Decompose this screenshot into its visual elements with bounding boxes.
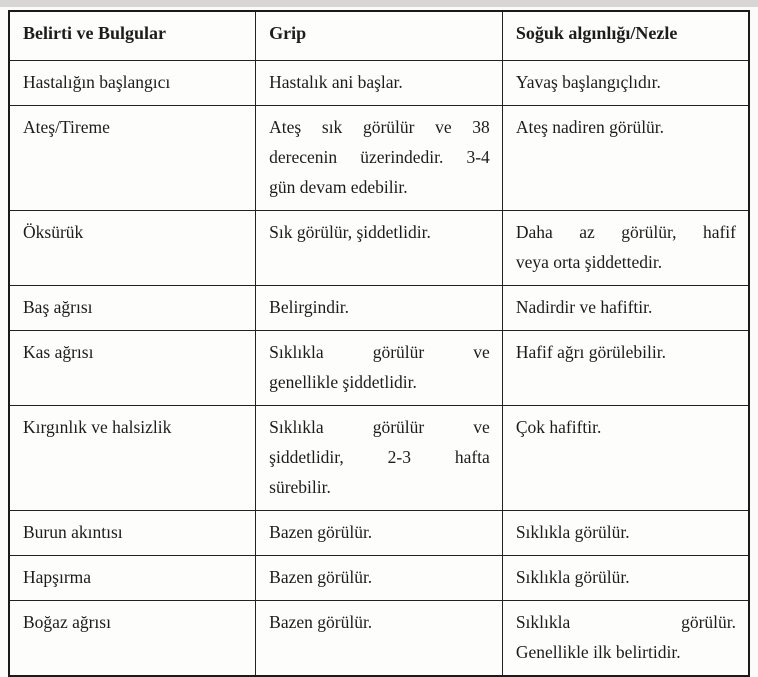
cell-text-line: Sıklıkla görülür ve (269, 342, 490, 362)
column-header-label: Soğuk algınlığı/Nezle (515, 23, 678, 43)
symptom-cell (9, 331, 256, 406)
cell-text-line: Sıklıkla görülür. (515, 612, 736, 632)
header-row (9, 11, 749, 61)
cell-text-line: Öksürük (23, 222, 84, 242)
table-cell (256, 211, 503, 286)
table-cell (502, 511, 749, 556)
cell-text-line: veya orta şiddettedir. (515, 252, 663, 272)
cell-text-line: Boğaz ağrısı (23, 612, 111, 632)
table-body (9, 61, 749, 677)
cell-text-line: Ateş sık görülür ve 38 (269, 117, 490, 137)
column-header (502, 11, 749, 61)
cell-text-line: Ateş/Tireme (23, 117, 110, 137)
cell-text-line: Bazen görülür. (269, 522, 373, 542)
table-cell (502, 331, 749, 406)
cell-text-line: Bazen görülür. (269, 567, 373, 587)
table-cell (502, 601, 749, 677)
table-row (9, 556, 749, 601)
table-row (9, 61, 749, 106)
cell-text-line: Hafif ağrı görülebilir. (515, 342, 666, 362)
table-cell (256, 511, 503, 556)
cell-text-line: Baş ağrısı (23, 297, 93, 317)
cell-text-line: Yavaş başlangıçlıdır. (515, 72, 661, 92)
table-cell (502, 106, 749, 211)
symptom-cell (9, 511, 256, 556)
symptom-cell (9, 61, 256, 106)
cell-text-line: Belirgindir. (269, 297, 350, 317)
cell-text-line: Sıklıkla görülür. (515, 567, 630, 587)
cell-text-line: şiddetlidir, 2-3 hafta (269, 447, 490, 467)
table-row (9, 406, 749, 511)
table-cell (256, 106, 503, 211)
cell-text-line: Kırgınlık ve halsizlik (23, 417, 172, 437)
table-cell (256, 331, 503, 406)
cell-text-line: Kas ağrısı (23, 342, 94, 362)
symptom-cell (9, 556, 256, 601)
column-header-label: Belirti ve Bulgular (23, 23, 166, 43)
symptom-cell (9, 406, 256, 511)
cell-text-line: Genellikle ilk belirtidir. (515, 642, 681, 662)
scan-artifact-band (0, 0, 758, 7)
cell-text-line: Ateş nadiren görülür. (515, 117, 665, 137)
cell-text-line: Sıklıkla görülür. (515, 522, 630, 542)
table-row (9, 211, 749, 286)
table-cell (502, 61, 749, 106)
table-cell (256, 61, 503, 106)
table-header (9, 11, 749, 61)
table-cell (256, 286, 503, 331)
symptom-cell (9, 211, 256, 286)
cell-text-line: gün devam edebilir. (269, 177, 408, 197)
cell-text-line: Nadirdir ve hafiftir. (515, 297, 653, 317)
cell-text-line: Sık görülür, şiddetlidir. (269, 222, 431, 242)
cell-text-line: derecenin üzerindedir. 3-4 (269, 147, 490, 167)
table-cell (502, 406, 749, 511)
cell-text-line: Sıklıkla görülür ve (269, 417, 490, 437)
table-row (9, 511, 749, 556)
table-cell (502, 286, 749, 331)
table-row (9, 601, 749, 677)
cell-text-line: Hastalık ani başlar. (269, 72, 403, 92)
cell-text-line: Çok hafiftir. (515, 417, 602, 437)
table-cell (502, 211, 749, 286)
column-header-label: Grip (269, 23, 307, 43)
cell-text-line: genellikle şiddetlidir. (269, 372, 417, 392)
symptom-cell (9, 106, 256, 211)
symptom-cell (9, 601, 256, 677)
table-cell (502, 556, 749, 601)
table-row (9, 331, 749, 406)
cell-text-line: Bazen görülür. (269, 612, 373, 632)
table-cell (256, 601, 503, 677)
column-header (256, 11, 503, 61)
table-cell (256, 406, 503, 511)
cell-text-line: Burun akıntısı (23, 522, 123, 542)
column-header (9, 11, 256, 61)
cell-text-line: Daha az görülür, hafif (515, 222, 736, 242)
symptom-cell (9, 286, 256, 331)
cell-text-line: Hapşırma (23, 567, 92, 587)
symptom-comparison-table (8, 10, 750, 677)
table-row (9, 286, 749, 331)
table-cell (256, 556, 503, 601)
cell-text-line: Hastalığın başlangıcı (23, 72, 171, 92)
table-row (9, 106, 749, 211)
cell-text-line: sürebilir. (269, 477, 331, 497)
